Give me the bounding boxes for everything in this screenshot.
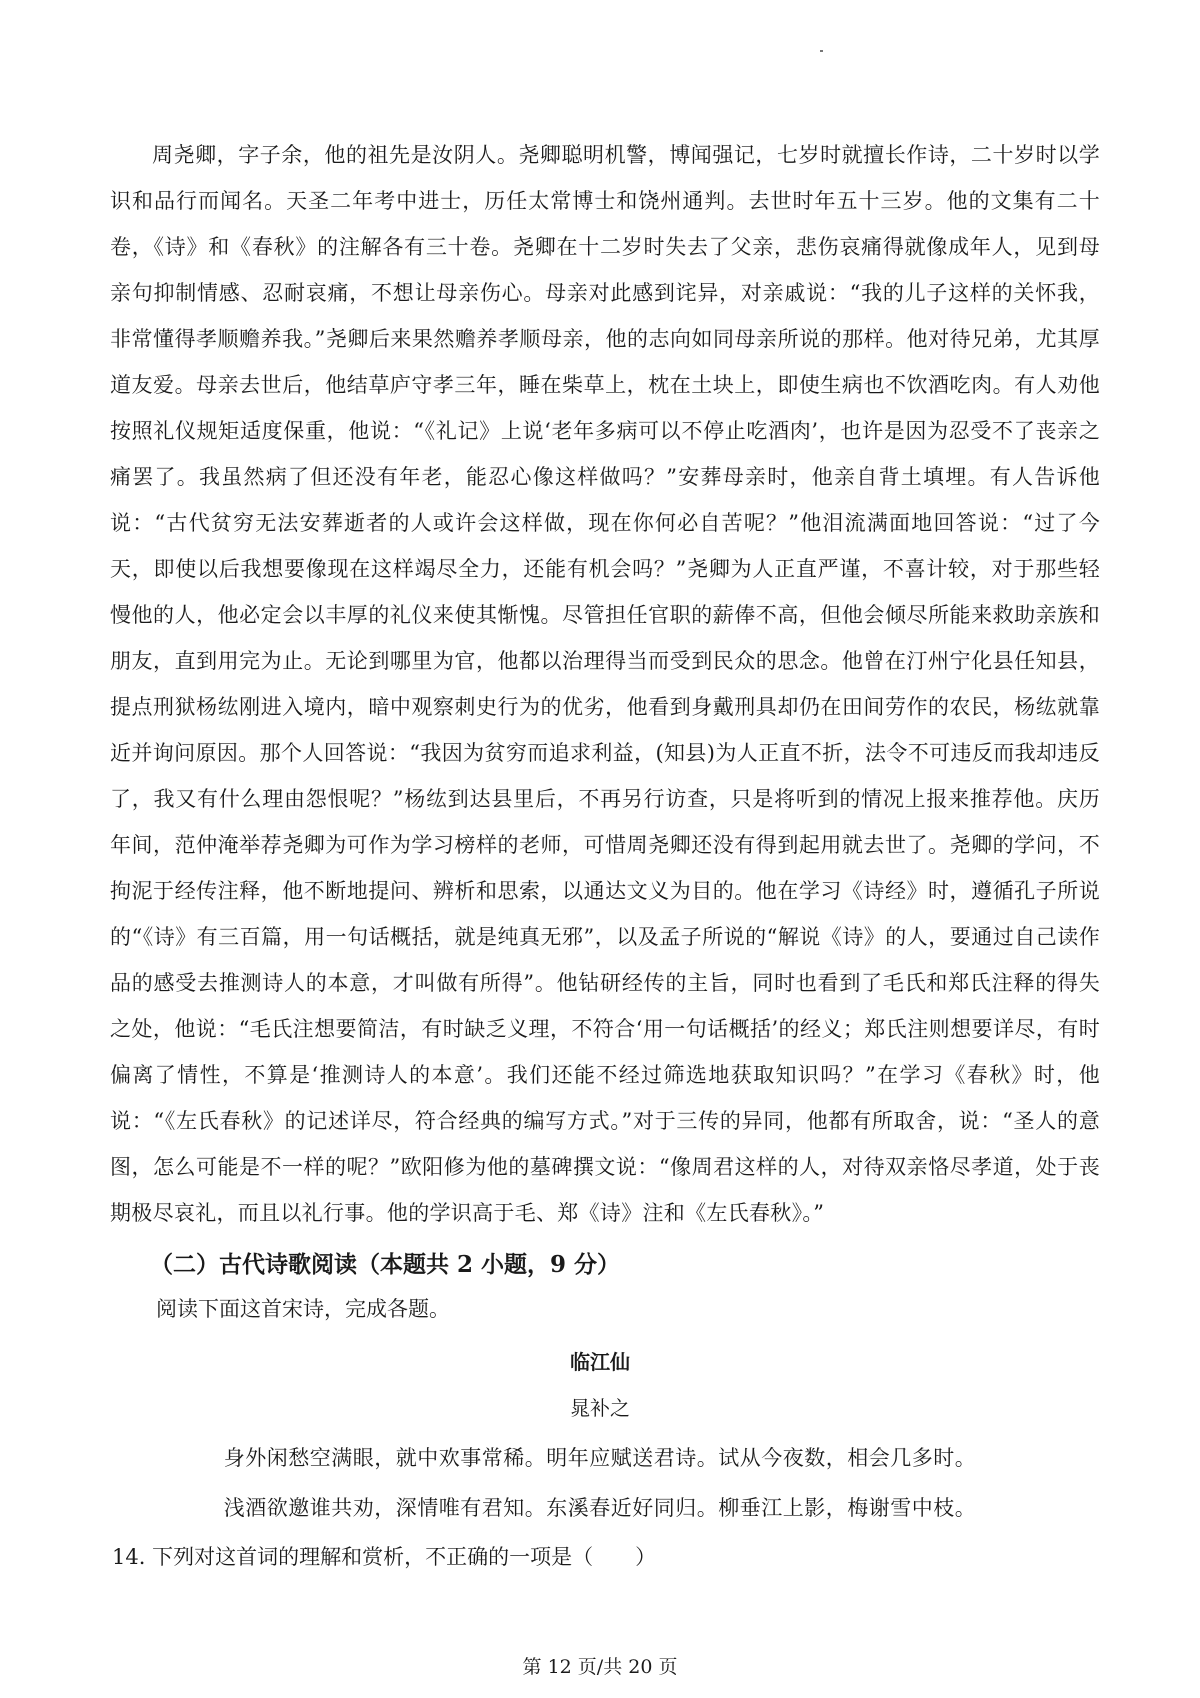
poem-line: 浅酒欲邀谁共劝，深情唯有君知。东溪春近好同归。柳垂江上影，梅谢雪中枝。 bbox=[223, 1496, 977, 1520]
poem-author: 晁补之 bbox=[570, 1396, 630, 1420]
poem-line: 身外闲愁空满眼，就中欢事常稀。明年应赋送君诗。试从今夜数，相会几多时。 bbox=[223, 1446, 977, 1470]
scan-speck bbox=[820, 50, 823, 52]
section-heading: （二）古代诗歌阅读（本题共 2 小题，9 分） bbox=[150, 1251, 621, 1278]
translation-passage bbox=[110, 132, 1100, 1236]
instruction-text: 阅读下面这首宋诗，完成各题。 bbox=[156, 1297, 450, 1321]
question-14: 14. 下列对这首词的理解和赏析，不正确的一项是（ ） bbox=[112, 1545, 657, 1569]
page-number: 第 12 页/共 20 页 bbox=[522, 1656, 678, 1678]
translation-paragraph: 周尧卿，字子余，他的祖先是汝阴人。尧卿聪明机警，博闻强记，七岁时就擅长作诗，二十岁时以学识和品行而闻名。天圣二年考中进士，历任太常博士和饶州通判。去世时年五十三岁。他的文集有二十卷，《诗》和《春秋》的注解各有三十卷。尧卿在十二岁时失去了父亲，悲伤哀痛得就像成年人，见到母亲句抑制情感、忍耐哀痛，不想让母亲伤心。母亲对此感到诧异，对亲戚说：“我的儿子这样的关怀我，非常懂得孝顺赡养我。”尧卿后来果然赡养孝顺母亲，他的志向如同母亲所说的那样。他对待兄弟，尤其厚道友爱。母亲去世后，他结草庐守孝三年，睡在柴草上，枕在土块上，即使生病也不饮酒吃肉。有人劝他按照礼仪规矩适度保重，他说：“《礼记》上说‘老年多病可以不停止吃酒肉’，也许是因为忍受不了丧亲之痛罢了。我虽然病了但还没有年老，能忍心像这样做吗？”安葬母亲时，他亲自背土填埋。有人告诉他说：“古代贫穷无法安葬逝者的人或许会这样做，现在你何必自苦呢？”他泪流满面地回答说：“过了今天，即使以后我想要像现在这样竭尽全力，还能有机会吗？”尧卿为人正直严谨，不喜计较，对于那些轻慢他的人，他必定会以丰厚的礼仪来使其惭愧。尽管担任官职的薪俸不高，但他会倾尽所能来救助亲族和朋友，直到用完为止。无论到哪里为官，他都以治理得当而受到民众的思念。他曾在汀州宁化县任知县，提点刑狱杨纮刚进入境内，暗中观察刺史行为的优劣，他看到身戴刑具却仍在田间劳作的农民，杨纮就靠近并询问原因。那个人回答说：“我因为贫穷而追求利益，(知县)为人正直不折，法令不可违反而我却违反了，我又有什么理由怨恨呢？”杨纮到达县里后，不再另行访查，只是将听到的情况上报来推荐他。庆历年间，范仲淹举荐尧卿为可作为学习榜样的老师，可惜周尧卿还没有得到起用就去世了。尧卿的学问，不拘泥于经传注释，他不断地提问、辨析和思索，以通达文义为目的。他在学习《诗经》时，遵循孔子所说的“《诗》有三百篇，用一句话概括，就是纯真无邪”，以及孟子所说的“解说《诗》的人，要通过自己读作品的感受去推测诗人的本意，才叫做有所得”。他钻研经传的主旨，同时也看到了毛氏和郑氏注释的得失之处，他说：“毛氏注想要简洁，有时缺乏义理，不符合‘用一句话概括’的经义；郑氏注则想要详尽，有时偏离了情性，不算是‘推测诗人的本意’。我们还能不经过筛选地获取知识吗？”在学习《春秋》时，他说：“《左氏春秋》的记述详尽，符合经典的编写方式。”对于三传的异同，他都有所取舍，说：“圣人的意图，怎么可能是不一样的呢？”欧阳修为他的墓碑撰文说：“像周君这样的人，对待双亲恪尽孝道，处于丧期极尽哀礼，而且以礼行事。他的学识高于毛、郑《诗》注和《左氏春秋》。” bbox=[110, 143, 1100, 1225]
poem-title: 临江仙 bbox=[570, 1350, 630, 1374]
